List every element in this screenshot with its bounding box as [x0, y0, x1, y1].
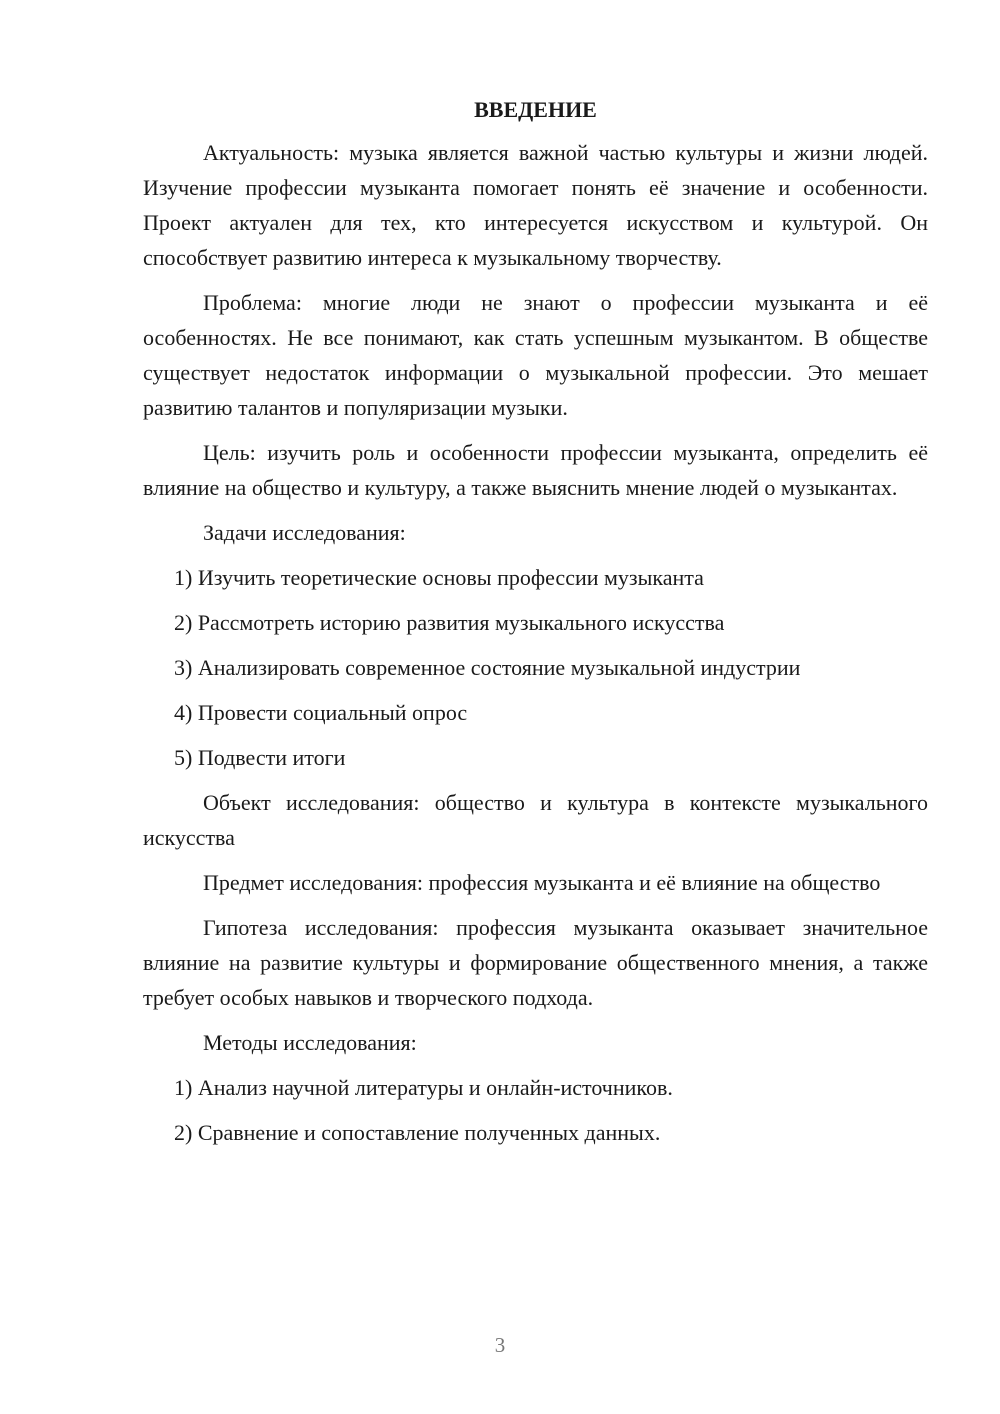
document-page: [143, 92, 928, 1160]
task-item: 3) Анализировать современное состояние музыкальной индустрии: [174, 655, 801, 680]
task-item: 5) Подвести итоги: [174, 745, 346, 770]
subject-paragraph: Предмет исследования: профессия музыканта и её влияние на общество: [203, 870, 881, 895]
methods-heading: Методы исследования:: [203, 1030, 417, 1055]
task-item: 1) Изучить теоретические основы профессии музыканта: [174, 565, 704, 590]
method-item: 2) Сравнение и сопоставление полученных данных.: [174, 1120, 661, 1145]
page-number: 3: [494, 1333, 506, 1357]
object-paragraph: Объект исследования: общество и культура в контексте музыкального искусства: [143, 790, 928, 850]
section-title: ВВЕДЕНИЕ: [474, 97, 597, 122]
relevance-paragraph: Актуальность: музыка является важной частью культуры и жизни людей. Изучение профессии музыканта помогает понять её значение и особенности. Проект актуален для тех, кто интересуется искусством и культурой. Он способствует развитию интереса к музыкальному творчеству.: [143, 140, 928, 270]
method-item: 1) Анализ научной литературы и онлайн-источников.: [174, 1075, 673, 1100]
task-item: 2) Рассмотреть историю развития музыкального искусства: [174, 610, 725, 635]
tasks-heading: Задачи исследования:: [203, 520, 406, 545]
goal-paragraph: Цель: изучить роль и особенности профессии музыканта, определить её влияние на общество и культуру, а также выяснить мнение людей о музыкантах.: [143, 440, 928, 500]
problem-paragraph: Проблема: многие люди не знают о профессии музыканта и её особенностях. Не все понимают, как стать успешным музыкантом. В обществе существует недостаток информации о музыкальной профессии. Это мешает развитию талантов и популяризации музыки.: [143, 290, 928, 420]
hypothesis-paragraph: Гипотеза исследования: профессия музыканта оказывает значительное влияние на развитие культуры и формирование общественного мнения, а также требует особых навыков и творческого подхода.: [143, 915, 928, 1010]
task-item: 4) Провести социальный опрос: [174, 700, 468, 725]
